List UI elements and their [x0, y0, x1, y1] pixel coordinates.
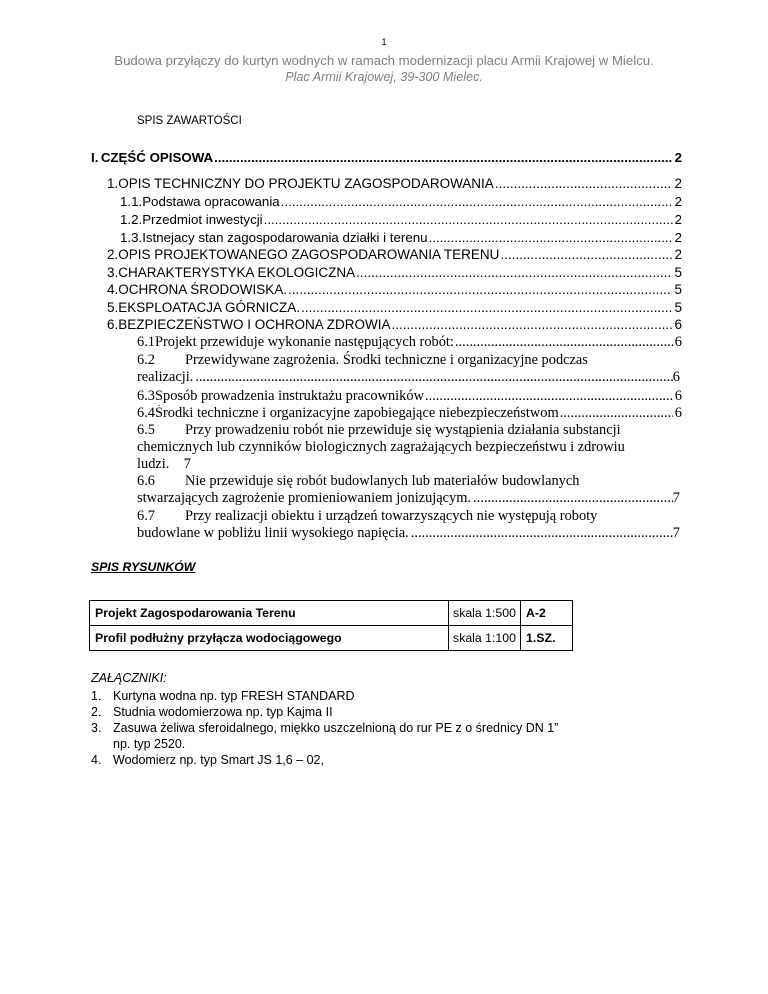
toc-number: 1.1. [120, 194, 143, 209]
list-item [91, 688, 558, 704]
toc-label: CZĘŚĆ OPISOWA [100, 150, 214, 165]
toc-entry[interactable] [120, 212, 682, 227]
toc-entry[interactable] [120, 194, 682, 209]
toc-label-cont: budowlane w pobliżu linii wysokiego napięcia. [137, 525, 409, 542]
toc-title: SPIS ZAWARTOŚCI [137, 115, 242, 127]
toc-entry[interactable] [107, 282, 682, 297]
toc-label: BEZPIECZEŃSTWO I OCHRONA ZDROWIA [118, 317, 391, 332]
toc-number: 6.2 [137, 352, 155, 368]
toc-number: 1.2. [120, 212, 143, 227]
toc-page: 6 [674, 388, 682, 404]
header-title: Budowa przyłączy do kurtyn wodnych w ramach modernizacji placu Armii Krajowej w Mielcu. [114, 53, 654, 68]
attachment-number: 4. [91, 753, 102, 767]
attachment-number: 2. [91, 705, 102, 719]
toc-entry[interactable] [107, 317, 682, 332]
toc-entry[interactable] [120, 230, 682, 245]
toc-label: Przy prowadzeniu robót nie przewiduje się wystąpienia działania substancji [185, 422, 621, 438]
list-item [91, 752, 558, 768]
toc-entry[interactable] [137, 334, 682, 351]
toc-label: OPIS PROJEKTOWANEGO ZAGOSPODAROWANIA TERENU [118, 247, 500, 262]
toc-page: 5 [674, 300, 682, 315]
figure-code: A-2 [521, 601, 573, 626]
toc-number: 2. [107, 247, 119, 262]
toc-entry[interactable] [107, 247, 682, 262]
toc-page: 2 [674, 247, 682, 262]
toc-label: Nie przewiduje się robót budowlanych lub materiałów budowlanych [185, 473, 580, 489]
list-item [91, 704, 558, 720]
toc-page: 6 [674, 405, 682, 421]
figure-scale: skala 1:500 [449, 601, 521, 626]
toc-label: Sposób prowadzenia instruktażu pracowników [155, 388, 424, 404]
toc-number: 6.5 [137, 422, 155, 438]
toc-number: 1. [107, 176, 119, 191]
toc-number: 6.7 [137, 508, 155, 524]
list-item [91, 720, 558, 752]
toc-number: 3. [107, 265, 119, 280]
toc-label: OPIS TECHNICZNY DO PROJEKTU ZAGOSPODAROWANIA [118, 176, 494, 191]
toc-label: Przewidywane zagrożenia. Środki techniczne i organizacyjne podczas [185, 352, 588, 368]
figure-scale: skala 1:100 [449, 626, 521, 651]
toc-label: Przedmiot inwestycji [142, 212, 263, 227]
figures-table [89, 600, 573, 651]
toc-number: 6.3 [137, 388, 155, 404]
attachments-title: ZAŁĄCZNIKI: [91, 671, 167, 685]
page-number: 1 [381, 37, 387, 47]
toc-label-cont: ludzi. [137, 456, 170, 473]
toc-label-cont: realizacji. [137, 369, 194, 386]
toc-number: 6.6 [137, 473, 155, 489]
figures-title: SPIS RYSUNKÓW [91, 560, 196, 574]
toc-label: Projekt przewiduje wykonanie następujących robót: [155, 334, 454, 350]
toc-page: 2 [674, 150, 682, 165]
toc-number: 6. [107, 317, 119, 332]
toc-page: 7 [672, 525, 680, 542]
toc-page: 5 [674, 282, 682, 297]
toc-number: 6.4 [137, 405, 155, 421]
toc-entry[interactable] [137, 405, 682, 422]
toc-entry[interactable] [137, 352, 680, 386]
attachment-text: Zasuwa żeliwa sferoidalnego, miękko uszczelnioną do rur PE z o średnicy DN 1” [113, 721, 559, 735]
figure-name: Projekt Zagospodarowania Terenu [90, 601, 449, 626]
toc-page: 6 [674, 317, 682, 332]
figure-code: 1.SZ. [521, 626, 573, 651]
toc-entry[interactable] [137, 473, 680, 507]
toc-label-cont: stwarzających zagrożenie promieniowaniem jonizującym. [137, 490, 472, 507]
toc-page: 2 [674, 212, 682, 227]
toc-entry[interactable] [137, 508, 680, 542]
attachment-text: Kurtyna wodna np. typ FRESH STANDARD [113, 689, 355, 703]
toc-number: 5. [107, 300, 119, 315]
attachment-text-cont: np. typ 2520. [113, 737, 186, 751]
toc-page: 7 [672, 490, 680, 507]
toc-label: Przy realizacji obiektu i urządzeń towarzyszących nie występują roboty [185, 508, 598, 524]
attachment-text: Studnia wodomierzowa np. typ Kajma II [113, 705, 333, 719]
toc-label: Istnejacy stan zagospodarowania działki i terenu [142, 230, 428, 245]
toc-label-cont: chemicznych lub czynników biologicznych zagrażających bezpieczeństwu i zdrowiu [137, 439, 625, 456]
toc-entry[interactable] [107, 176, 682, 191]
toc-entry-main[interactable] [91, 150, 682, 165]
table-row [90, 601, 573, 626]
toc-entry[interactable] [137, 422, 680, 474]
toc-number: I. [91, 150, 99, 165]
toc-entry[interactable] [107, 300, 682, 315]
toc-page: 2 [674, 176, 682, 191]
toc-label: EKSPLOATACJA GÓRNICZA. [118, 300, 301, 315]
toc-label: Środki techniczne i organizacyjne zapobiegające niebezpieczeństwom [155, 405, 559, 421]
toc-number: 1.3. [120, 230, 143, 245]
attachment-number: 1. [91, 689, 102, 703]
attachment-number: 3. [91, 721, 102, 735]
toc-entry[interactable] [107, 265, 682, 280]
toc-label: CHARAKTERYSTYKA EKOLOGICZNA [118, 265, 356, 280]
toc-page: 2 [674, 194, 682, 209]
toc-page: 6 [674, 334, 682, 350]
toc-label: OCHRONA ŚRODOWISKA. [118, 282, 288, 297]
figure-name: Profil podłużny przyłącza wodociągowego [90, 626, 449, 651]
header-address: Plac Armii Krajowej, 39-300 Mielec. [285, 70, 483, 84]
toc-entry[interactable] [137, 388, 682, 405]
table-row [90, 626, 573, 651]
toc-number: 4. [107, 282, 119, 297]
toc-number: 6.1 [137, 334, 155, 350]
toc-page: 5 [674, 265, 682, 280]
attachment-text: Wodomierz np. typ Smart JS 1,6 – 02, [113, 753, 324, 767]
toc-label: Podstawa opracowania [142, 194, 280, 209]
toc-page: 6 [672, 369, 680, 386]
toc-page: 7 [183, 456, 191, 473]
attachments-list [91, 688, 558, 768]
toc-page: 2 [674, 230, 682, 245]
